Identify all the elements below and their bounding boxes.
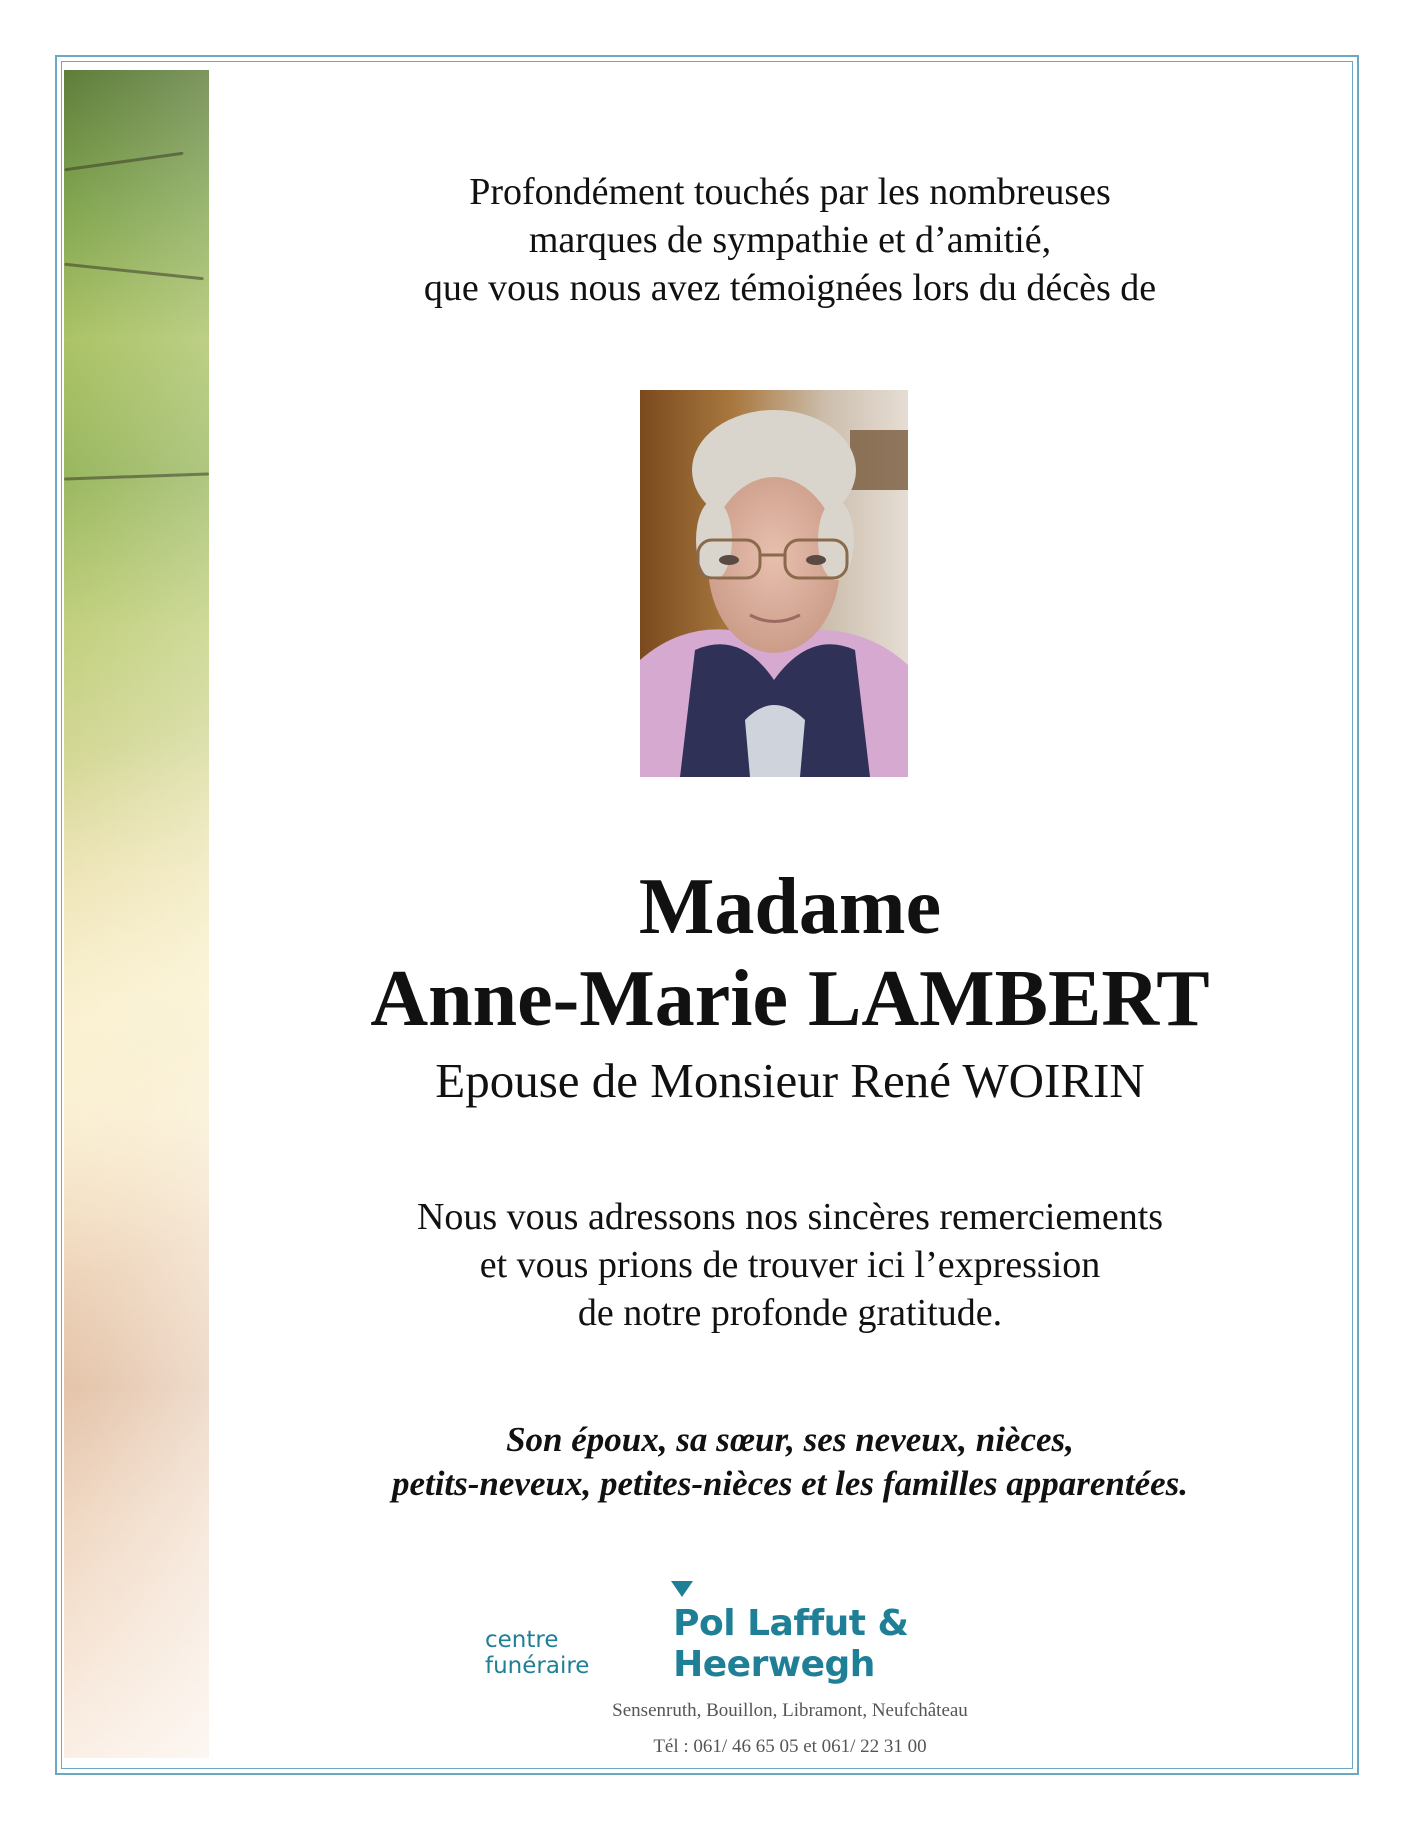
funeral-home-locations: Sensenruth, Bouillon, Libramont, Neufchâteau	[612, 1700, 968, 1721]
signature-line: Son époux, sa sœur, ses neveux, nièces,	[506, 1420, 1074, 1459]
forest-path-side-image	[64, 70, 209, 1758]
thanks-message	[290, 1193, 1290, 1337]
thanks-line: Nous vous adressons nos sincères remerciements	[416, 1196, 1164, 1238]
sunlight-ray	[64, 70, 209, 1758]
spouse-line: Epouse de Monsieur René WOIRIN	[435, 1053, 1145, 1108]
signature-line: petits-neveux, petites-nièces et les familles apparentées.	[391, 1464, 1189, 1503]
funeral-home-logo	[485, 1603, 1105, 1685]
deceased-honorific: Madame	[638, 863, 942, 951]
thanks-line: et vous prions de trouver ici l’expression	[479, 1244, 1101, 1286]
logo-name-wrapper	[673, 1603, 1105, 1685]
deceased-portrait	[640, 390, 908, 777]
triangle-icon	[671, 1581, 693, 1597]
logo-prefix: centre funéraire	[485, 1627, 590, 1679]
intro-line: Profondément touchés par les nombreuses	[469, 171, 1111, 213]
deceased-name: Anne-Marie LAMBERT	[370, 955, 1210, 1043]
funeral-home-phone: Tél : 061/ 46 65 05 et 061/ 22 31 00	[653, 1736, 927, 1757]
thanks-line: de notre profonde gratitude.	[577, 1292, 1003, 1334]
intro-line: que vous nous avez témoignées lors du décès de	[423, 267, 1157, 309]
intro-message	[290, 168, 1290, 312]
portrait-photo	[640, 390, 908, 777]
family-signature	[290, 1418, 1290, 1506]
intro-line: marques de sympathie et d’amitié,	[528, 219, 1052, 261]
logo-name: Pol Laffut & Heerwegh	[673, 1603, 909, 1685]
